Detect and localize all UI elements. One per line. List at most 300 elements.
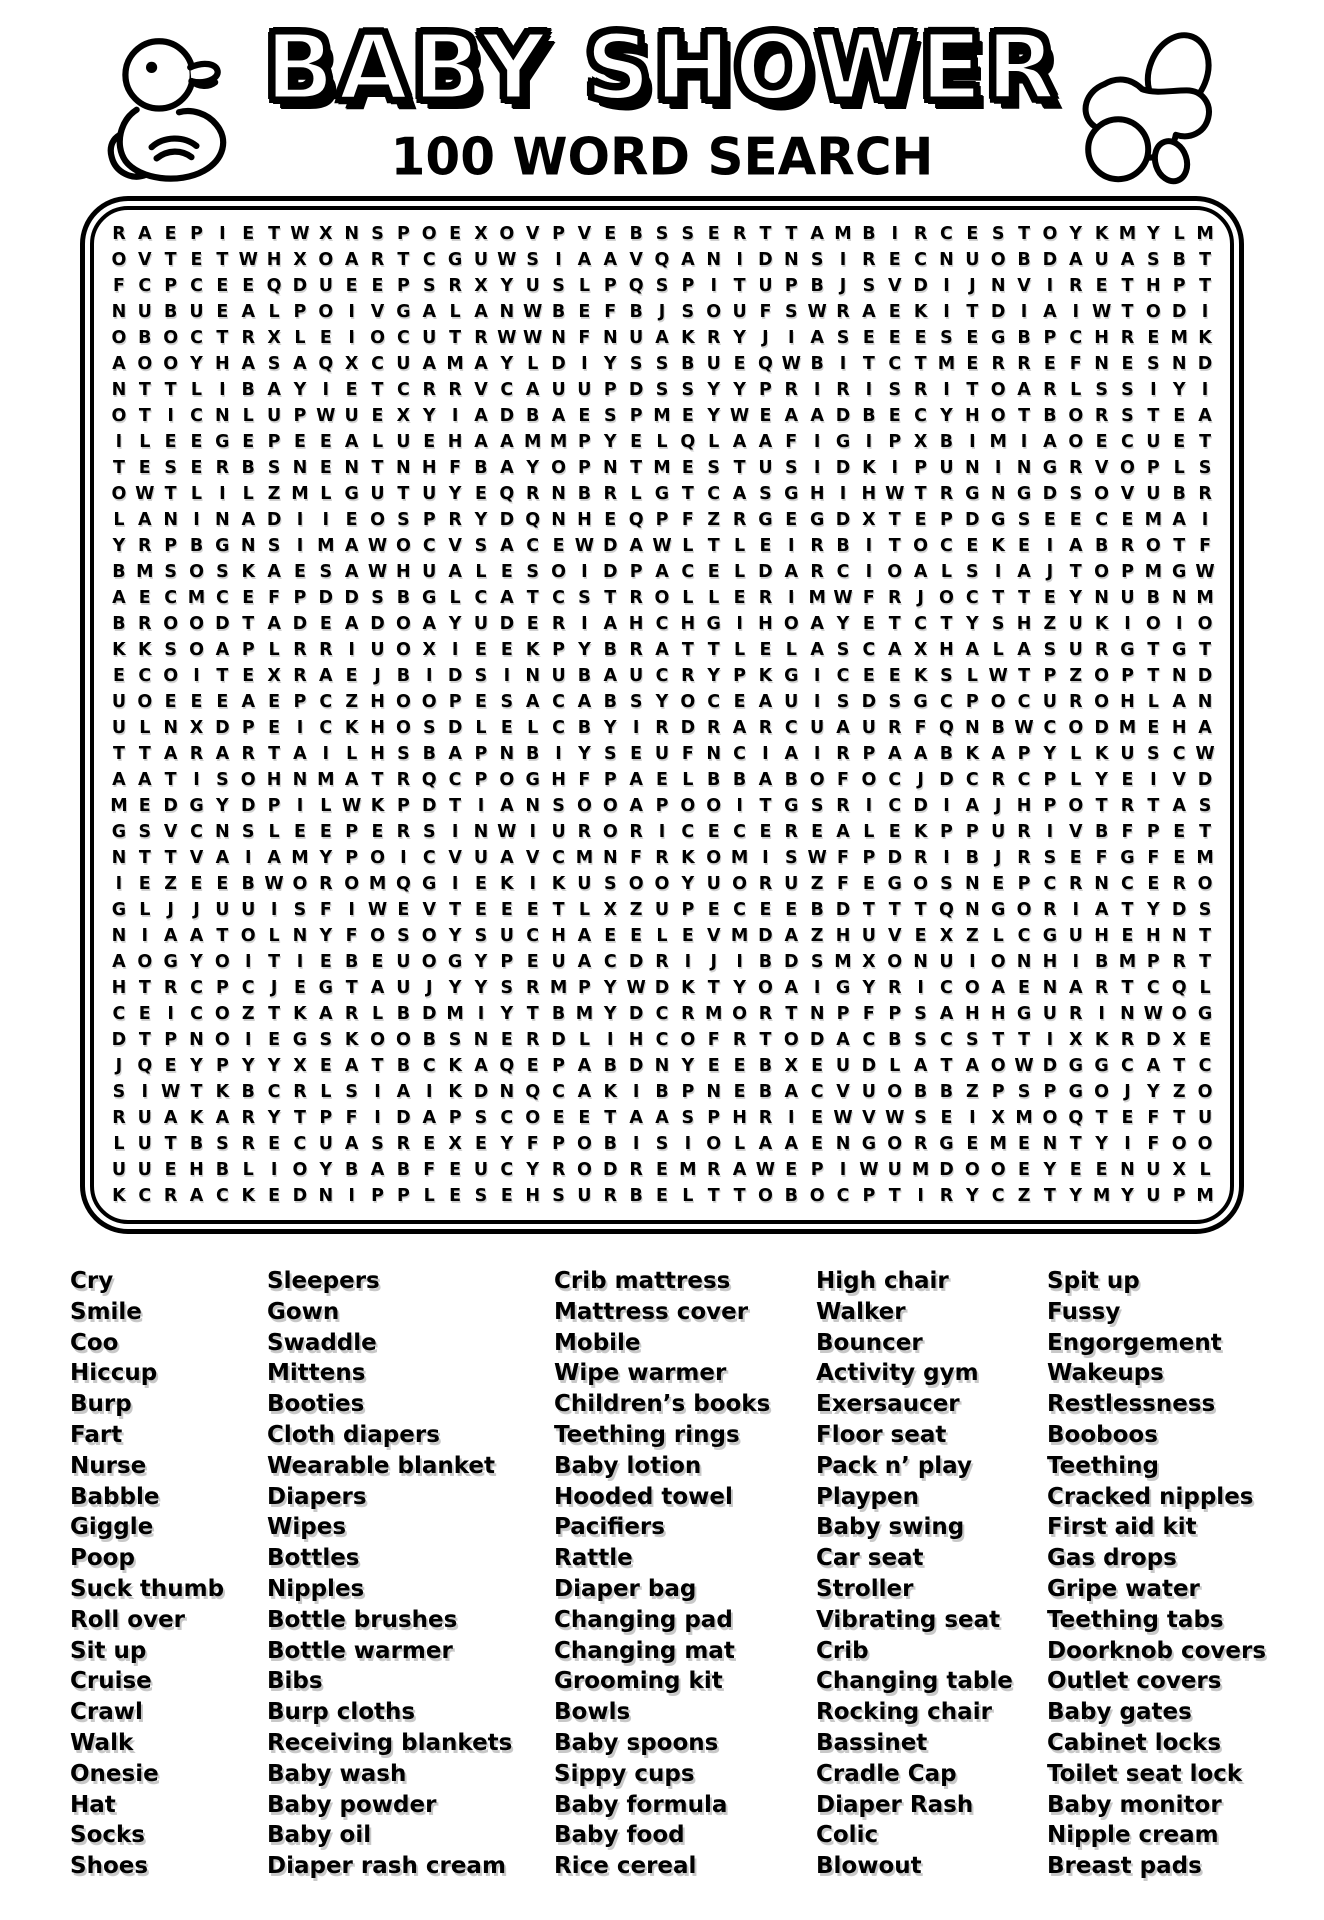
grid-cell: E: [216, 692, 229, 712]
grid-cell: T: [1018, 406, 1030, 426]
grid-cell: S: [474, 666, 488, 686]
grid-cell: B: [913, 1082, 928, 1102]
grid-cell: O: [732, 874, 748, 894]
grid-cell: O: [1094, 562, 1110, 582]
grid-cell: A: [525, 380, 540, 400]
grid-cell: N: [1094, 874, 1109, 894]
grid-cell: Y: [707, 380, 721, 400]
grid-cell: U: [370, 484, 385, 504]
grid-cell: Y: [474, 510, 488, 530]
grid-cell: H: [1146, 926, 1161, 946]
grid-cell: C: [733, 744, 746, 764]
grid-cell: R: [525, 1030, 540, 1050]
grid-cell: A: [215, 744, 230, 764]
grid-cell: R: [241, 328, 255, 348]
word-list-item: Fussy: [1047, 1298, 1121, 1325]
grid-cell: N: [163, 718, 178, 738]
word-list-item: Diapers: [267, 1483, 367, 1510]
grid-cell: U: [137, 302, 152, 322]
grid-cell: O: [111, 250, 127, 270]
grid-cell: T: [914, 354, 927, 374]
grid-cell: C: [810, 1082, 824, 1102]
grid-cell: I: [969, 432, 976, 452]
grid-cell: F: [681, 744, 694, 764]
grid-cell: P: [1043, 770, 1057, 790]
grid-cell: P: [759, 380, 772, 400]
grid-cell: H: [964, 406, 980, 426]
grid-cell: G: [1120, 848, 1135, 868]
grid-cell: I: [374, 1108, 381, 1128]
grid-cell: E: [888, 822, 901, 842]
grid-cell: P: [552, 640, 565, 660]
grid-cell: E: [681, 406, 694, 426]
grid-cell: A: [396, 1082, 411, 1102]
grid-cell: R: [1172, 952, 1186, 972]
grid-cell: C: [190, 978, 203, 998]
grid-cell: B: [810, 900, 824, 920]
grid-cell: T: [138, 406, 151, 426]
grid-cell: S: [371, 1134, 384, 1154]
word-column-1: [70, 1266, 267, 1882]
word-list-item: Coo: [70, 1329, 119, 1356]
grid-cell: G: [990, 510, 1006, 530]
grid-cell: N: [292, 926, 308, 946]
grid-cell: R: [655, 718, 669, 738]
grid-cell: L: [268, 302, 280, 322]
grid-cell: H: [447, 432, 463, 452]
grid-cell: W: [755, 1160, 776, 1180]
grid-cell: E: [604, 510, 617, 530]
grid-cell: P: [396, 1186, 410, 1206]
grid-cell: D: [939, 1160, 954, 1180]
grid-cell: R: [551, 1160, 566, 1180]
grid-cell: I: [477, 796, 485, 816]
grid-cell: Y: [267, 1056, 281, 1076]
word-list-item: Restlessness: [1047, 1391, 1216, 1418]
grid-cell: D: [499, 510, 515, 530]
grid-cell: L: [578, 1030, 590, 1050]
grid-cell: B: [1146, 588, 1160, 608]
grid-cell: P: [862, 744, 876, 764]
grid-cell: D: [111, 1030, 127, 1050]
grid-cell: E: [630, 432, 643, 452]
grid-cell: B: [241, 380, 255, 400]
grid-cell: S: [914, 1108, 927, 1128]
word-list-item: Diaper rash cream: [267, 1853, 506, 1880]
grid-cell: N: [1042, 978, 1058, 998]
grid-cell: I: [1201, 302, 1209, 322]
grid-cell: E: [1147, 328, 1160, 348]
word-list-item: Baby formula: [554, 1791, 728, 1818]
grid-cell: E: [888, 250, 901, 270]
grid-cell: O: [551, 562, 566, 582]
grid-cell: S: [1069, 484, 1083, 504]
grid-cell: E: [630, 744, 643, 764]
grid-cell: C: [1172, 744, 1186, 764]
grid-cell: N: [964, 900, 980, 920]
word-list-item: Activity gym: [816, 1360, 979, 1387]
grid-cell: B: [603, 1134, 617, 1154]
grid-cell: G: [215, 536, 230, 556]
grid-cell: B: [758, 952, 773, 972]
grid-cell: I: [529, 874, 536, 894]
grid-cell: F: [1147, 848, 1160, 868]
grid-cell: M: [1196, 588, 1214, 608]
grid-cell: E: [190, 692, 203, 712]
grid-cell: S: [1121, 406, 1134, 426]
grid-cell: G: [422, 874, 437, 894]
grid-cell: A: [1172, 796, 1186, 816]
grid-cell: W: [1195, 562, 1215, 582]
grid-cell: M: [110, 796, 128, 816]
grid-cell: Y: [241, 1056, 255, 1076]
grid-cell: I: [503, 666, 511, 686]
grid-cell: N: [551, 510, 566, 530]
grid-cell: U: [810, 718, 825, 738]
word-list-item: Hooded towel: [554, 1483, 733, 1510]
grid-cell: I: [710, 276, 717, 296]
word-list-item: Poop: [70, 1545, 135, 1572]
grid-cell: E: [526, 900, 539, 920]
grid-cell: V: [706, 926, 721, 946]
grid-cell: E: [733, 1056, 746, 1076]
grid-cell: L: [682, 588, 694, 608]
grid-cell: E: [1018, 1160, 1031, 1180]
grid-cell: C: [138, 276, 152, 296]
grid-cell: P: [267, 432, 281, 452]
grid-cell: T: [785, 224, 798, 244]
grid-cell: E: [707, 562, 720, 582]
grid-cell: P: [888, 432, 902, 452]
grid-cell: N: [551, 328, 566, 348]
grid-cell: P: [578, 978, 591, 998]
grid-cell: A: [991, 978, 1005, 998]
grid-cell: A: [913, 1056, 928, 1076]
grid-cell: O: [990, 692, 1006, 712]
grid-cell: L: [475, 562, 487, 582]
grid-cell: C: [784, 718, 798, 738]
grid-cell: E: [759, 406, 772, 426]
grid-cell: L: [733, 640, 746, 660]
grid-cell: H: [628, 614, 644, 634]
grid-cell: N: [111, 926, 127, 946]
grid-cell: W: [807, 848, 827, 868]
grid-cell: N: [939, 250, 954, 270]
grid-cell: K: [448, 1056, 462, 1076]
grid-cell: S: [526, 250, 539, 270]
grid-cell: T: [733, 458, 746, 478]
grid-cell: E: [242, 432, 255, 452]
grid-cell: C: [164, 588, 178, 608]
grid-cell: E: [500, 1186, 513, 1206]
grid-cell: I: [1150, 380, 1157, 400]
grid-cell: I: [348, 900, 355, 920]
grid-cell: A: [1017, 640, 1031, 660]
grid-cell: N: [835, 1134, 851, 1154]
grid-cell: G: [835, 432, 851, 452]
grid-cell: B: [112, 562, 126, 582]
grid-cell: R: [1069, 1004, 1083, 1024]
word-list-item: Babble: [70, 1483, 160, 1510]
word-column-2: [267, 1266, 554, 1882]
grid-cell: P: [836, 1004, 850, 1024]
grid-cell: M: [1144, 562, 1163, 582]
grid-cell: S: [397, 510, 410, 530]
grid-cell: T: [940, 614, 953, 634]
grid-cell: E: [345, 276, 358, 296]
grid-cell: P: [448, 692, 462, 712]
grid-cell: T: [888, 614, 901, 634]
grid-cell: O: [370, 328, 385, 348]
grid-cell: I: [348, 1186, 355, 1206]
grid-cell: M: [834, 952, 852, 972]
grid-cell: A: [344, 1056, 359, 1076]
grid-cell: A: [965, 1056, 980, 1076]
grid-cell: Y: [216, 796, 229, 816]
grid-cell: R: [241, 1108, 255, 1128]
grid-cell: U: [241, 900, 256, 920]
grid-cell: O: [189, 640, 204, 660]
grid-cell: E: [1199, 1030, 1212, 1050]
grid-cell: U: [137, 1160, 152, 1180]
grid-cell: S: [216, 770, 229, 790]
grid-cell: D: [370, 614, 385, 634]
grid-cell: T: [1199, 640, 1212, 660]
grid-cell: Y: [1069, 1186, 1083, 1206]
grid-cell: S: [681, 380, 695, 400]
grid-cell: D: [913, 276, 928, 296]
grid-cell: P: [552, 1134, 565, 1154]
grid-cell: R: [1094, 406, 1109, 426]
grid-cell: R: [784, 822, 799, 842]
word-list-item: Diaper Rash: [816, 1791, 974, 1818]
grid-cell: U: [654, 744, 670, 764]
grid-cell: M: [446, 1004, 464, 1024]
grid-cell: Y: [681, 1056, 695, 1076]
grid-cell: T: [1095, 796, 1108, 816]
grid-cell: R: [163, 978, 178, 998]
grid-cell: N: [344, 458, 359, 478]
grid-cell: C: [526, 536, 540, 556]
grid-cell: R: [1120, 536, 1135, 556]
grid-cell: V: [448, 536, 462, 556]
grid-cell: D: [603, 1160, 618, 1180]
grid-cell: J: [193, 900, 200, 920]
grid-cell: U: [939, 458, 954, 478]
grid-cell: S: [474, 536, 488, 556]
grid-cell: Z: [965, 926, 979, 946]
grid-cell: Y: [1146, 224, 1160, 244]
grid-cell: P: [888, 1004, 902, 1024]
grid-cell: K: [112, 1186, 126, 1206]
grid-cell: H: [732, 1108, 747, 1128]
grid-cell: O: [1197, 1134, 1213, 1154]
grid-cell: A: [215, 1108, 230, 1128]
grid-cell: N: [473, 1030, 489, 1050]
grid-cell: Y: [1069, 224, 1083, 244]
grid-cell: S: [655, 276, 669, 296]
grid-cell: P: [396, 224, 410, 244]
grid-cell: Y: [578, 744, 591, 764]
grid-cell: U: [706, 874, 721, 894]
grid-cell: A: [138, 770, 152, 790]
word-list-item: Bouncer: [816, 1329, 923, 1356]
word-list-item: Roll over: [70, 1606, 186, 1633]
grid-cell: F: [681, 510, 694, 530]
word-list-item: Teething tabs: [1047, 1606, 1224, 1633]
grid-cell: I: [839, 1160, 847, 1180]
grid-cell: O: [1016, 900, 1032, 920]
grid-cell: A: [215, 640, 230, 660]
grid-cell: C: [965, 588, 979, 608]
grid-cell: M: [1092, 1186, 1111, 1206]
grid-cell: P: [1146, 822, 1160, 842]
grid-cell: T: [397, 484, 410, 504]
grid-cell: B: [862, 406, 876, 426]
grid-cell: O: [344, 874, 360, 894]
grid-cell: B: [939, 1082, 954, 1102]
grid-cell: S: [422, 822, 436, 842]
grid-cell: Y: [1095, 1134, 1108, 1154]
grid-cell: P: [293, 302, 307, 322]
word-list-item: Changing table: [816, 1668, 1013, 1695]
grid-cell: T: [1199, 250, 1212, 270]
grid-cell: E: [630, 926, 643, 946]
grid-cell: S: [914, 1004, 927, 1024]
grid-cell: M: [446, 354, 464, 374]
grid-cell: Y: [190, 1056, 203, 1076]
grid-cell: C: [138, 666, 152, 686]
grid-cell: E: [268, 1186, 281, 1206]
word-list-item: Baby swing: [816, 1514, 965, 1541]
grid-cell: P: [164, 1030, 178, 1050]
grid-cell: L: [371, 432, 384, 452]
grid-cell: K: [215, 1082, 230, 1102]
grid-cell: G: [1172, 562, 1187, 582]
grid-cell: F: [345, 1108, 358, 1128]
grid-cell: H: [809, 484, 825, 504]
grid-cell: O: [706, 796, 722, 816]
grid-cell: G: [861, 1134, 877, 1154]
word-list-item: Socks: [70, 1822, 145, 1849]
grid-cell: B: [215, 1160, 230, 1180]
grid-cell: I: [115, 432, 123, 452]
word-list-item: Changing pad: [554, 1606, 733, 1633]
grid-cell: G: [344, 484, 359, 504]
grid-cell: A: [577, 926, 592, 946]
grid-cell: A: [1172, 510, 1186, 530]
grid-cell: I: [244, 848, 252, 868]
grid-cell: R: [939, 1186, 954, 1206]
word-list-item: Changing mat: [554, 1637, 735, 1664]
grid-cell: S: [888, 380, 902, 400]
grid-cell: O: [240, 770, 256, 790]
grid-cell: U: [396, 978, 411, 998]
grid-cell: B: [474, 458, 488, 478]
grid-cell: A: [655, 562, 669, 582]
grid-cell: G: [706, 614, 721, 634]
grid-cell: C: [371, 354, 384, 374]
grid-cell: U: [861, 1082, 876, 1102]
grid-cell: N: [706, 1082, 722, 1102]
grid-cell: T: [526, 588, 539, 608]
grid-cell: S: [629, 354, 643, 374]
grid-cell: W: [729, 406, 750, 426]
grid-cell: C: [190, 822, 203, 842]
grid-cell: K: [448, 1082, 462, 1102]
grid-cell: D: [603, 536, 618, 556]
grid-cell: I: [348, 328, 355, 348]
grid-cell: E: [500, 640, 513, 660]
header: [0, 0, 1324, 196]
grid-cell: B: [396, 666, 411, 686]
grid-cell: P: [474, 744, 488, 764]
grid-cell: E: [578, 302, 591, 322]
grid-cell: L: [966, 666, 978, 686]
grid-cell: C: [500, 1108, 514, 1128]
grid-cell: O: [990, 1160, 1006, 1180]
grid-cell: Q: [628, 510, 644, 530]
grid-cell: B: [1094, 536, 1109, 556]
grid-cell: S: [319, 1030, 333, 1050]
word-list-item: Mittens: [267, 1360, 366, 1387]
grid-cell: O: [1120, 458, 1135, 478]
grid-cell: S: [862, 276, 876, 296]
grid-cell: Y: [603, 718, 617, 738]
grid-cell: X: [319, 224, 333, 244]
grid-cell: R: [163, 1186, 178, 1206]
grid-cell: T: [1147, 666, 1160, 686]
grid-cell: F: [1147, 1108, 1160, 1128]
grid-cell: U: [1146, 432, 1161, 452]
grid-cell: M: [911, 1160, 930, 1180]
grid-cell: B: [1094, 952, 1109, 972]
grid-cell: A: [655, 1108, 669, 1128]
grid-cell: F: [423, 1160, 436, 1180]
grid-cell: I: [451, 822, 459, 842]
grid-cell: C: [552, 588, 565, 608]
grid-cell: T: [1121, 900, 1134, 920]
grid-cell: S: [681, 1108, 695, 1128]
grid-cell: G: [1172, 640, 1187, 660]
grid-cell: N: [525, 796, 541, 816]
grid-cell: F: [759, 302, 772, 322]
grid-cell: N: [396, 458, 411, 478]
grid-cell: V: [474, 380, 488, 400]
grid-cell: G: [525, 770, 540, 790]
grid-cell: T: [216, 250, 229, 270]
grid-cell: O: [318, 250, 334, 270]
grid-cell: O: [163, 328, 179, 348]
grid-cell: M: [937, 354, 956, 374]
grid-cell: A: [112, 588, 126, 608]
grid-cell: E: [112, 666, 125, 686]
grid-cell: T: [1043, 1186, 1056, 1206]
grid-cell: D: [913, 796, 928, 816]
grid-cell: W: [626, 978, 646, 998]
grid-cell: T: [1069, 562, 1082, 582]
grid-cell: L: [682, 770, 694, 790]
grid-cell: D: [1197, 354, 1213, 374]
grid-cell: P: [1043, 796, 1057, 816]
grid-cell: A: [551, 406, 566, 426]
grid-cell: U: [1068, 926, 1083, 946]
grid-cell: X: [448, 1134, 462, 1154]
grid-cell: P: [681, 276, 695, 296]
grid-cell: P: [965, 692, 979, 712]
grid-cell: A: [577, 1082, 592, 1102]
grid-cell: A: [293, 744, 307, 764]
